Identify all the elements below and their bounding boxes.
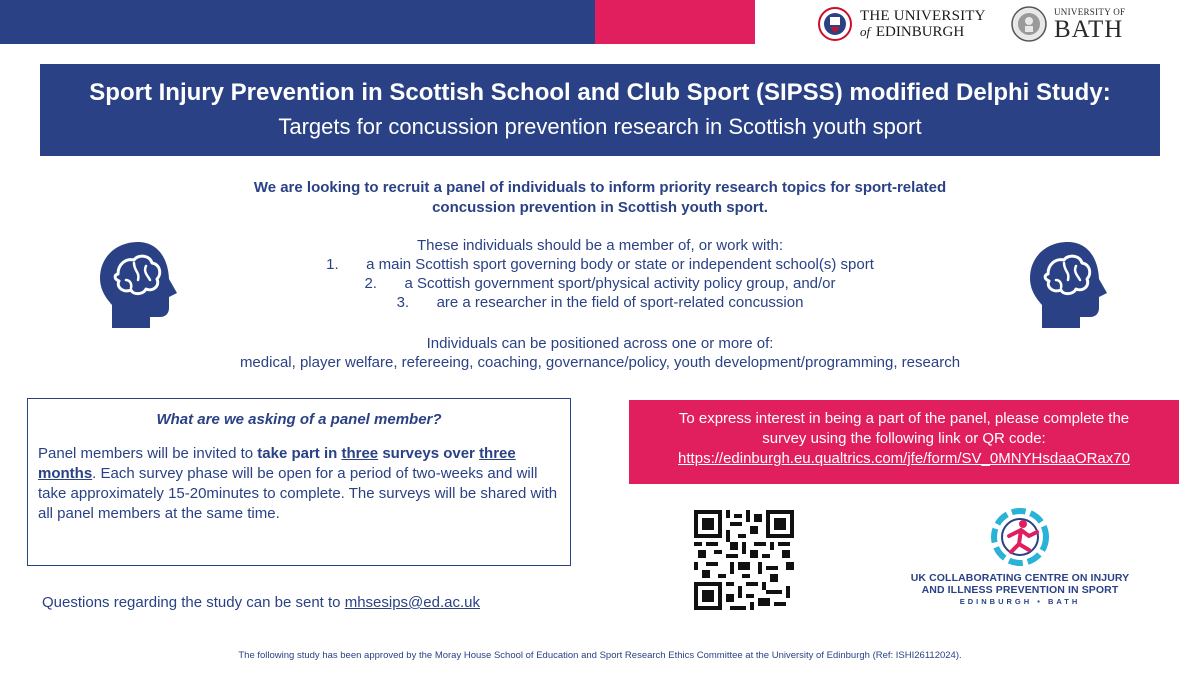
- edinburgh-line2: EDINBURGH: [875, 24, 965, 40]
- top-pink-bar: [595, 0, 755, 44]
- bath-seal-icon: [1010, 5, 1048, 43]
- ukcc-line3: EDINBURGH • BATH: [959, 597, 1081, 606]
- survey-link[interactable]: https://edinburgh.eu.qualtrics.com/jfe/form/SV_0MNYHsdaaORax70: [678, 450, 1130, 467]
- university-of-bath-logo: [1010, 4, 1190, 44]
- ethics-footer: The following study has been approved by the Moray House School of Education and Sport Research Ethics Committee at the University of Edinburgh (Ref: ISHI26112024).: [238, 650, 962, 661]
- bath-line2: BATH: [1054, 15, 1124, 43]
- cta-line1: To express interest in being a part of the panel, please complete the: [678, 410, 1130, 427]
- recruitment-intro: [150, 178, 1050, 218]
- bath-line1: UNIVERSITY OF: [1054, 6, 1126, 17]
- positions-line1: Individuals can be positioned across one or more of:: [426, 335, 774, 352]
- panel-box-title: What are we asking of a panel member?: [156, 411, 442, 428]
- contact-email-link[interactable]: mhsesips@ed.ac.uk: [344, 594, 480, 611]
- criteria-heading: These individuals should be a member of, or work with:: [416, 237, 783, 254]
- questions-contact: [42, 594, 480, 611]
- edinburgh-crest-icon: [818, 6, 852, 42]
- panel-box-text: Panel members will be invited to take part in three surveys over three months. Each survey phase will be open for a period of two-weeks and will take approximately 15-20minutes to complete. The surveys will be shared with all panel members at the same time.: [38, 445, 558, 522]
- intro-line2: concussion prevention in Scottish youth sport.: [432, 199, 768, 216]
- ukcc-line1: UK COLLABORATING CENTRE ON INJURY: [910, 572, 1130, 584]
- questions-text: Questions regarding the study can be sent to: [42, 594, 345, 611]
- edinburgh-line1: THE UNIVERSITY: [860, 8, 986, 24]
- title-banner: [40, 64, 1160, 156]
- eligibility-criteria: [150, 236, 1050, 312]
- edinburgh-of: of: [860, 24, 871, 39]
- qr-code-icon[interactable]: [694, 510, 794, 610]
- criteria-item: 3. are a researcher in the field of sport-related concussion: [396, 294, 804, 311]
- cta-line2: survey using the following link or QR code:: [762, 430, 1046, 447]
- criteria-item: 1. a main Scottish sport governing body or state or independent school(s) sport: [326, 256, 874, 273]
- express-interest-box: [629, 400, 1179, 484]
- top-navy-bar: [0, 0, 595, 44]
- study-subtitle: Targets for concussion prevention research in Scottish youth sport: [278, 114, 922, 139]
- ukcc-logo: [870, 502, 1170, 610]
- ukcc-line2: AND ILLNESS PREVENTION IN SPORT: [921, 584, 1119, 596]
- intro-line1: We are looking to recruit a panel of individuals to inform priority research topics for sport-related: [253, 179, 947, 196]
- positions-list: [150, 334, 1050, 372]
- criteria-item: 2. a Scottish government sport/physical activity policy group, and/or: [364, 275, 836, 292]
- ukcc-emblem-icon: [985, 502, 1055, 572]
- panel-member-box: [27, 398, 571, 566]
- study-title: Sport Injury Prevention in Scottish School and Club Sport (SIPSS) modified Delphi Study:: [89, 79, 1111, 106]
- positions-line2: medical, player welfare, refereeing, coaching, governance/policy, youth development/programming, research: [239, 354, 961, 371]
- university-of-edinburgh-logo: [818, 4, 988, 44]
